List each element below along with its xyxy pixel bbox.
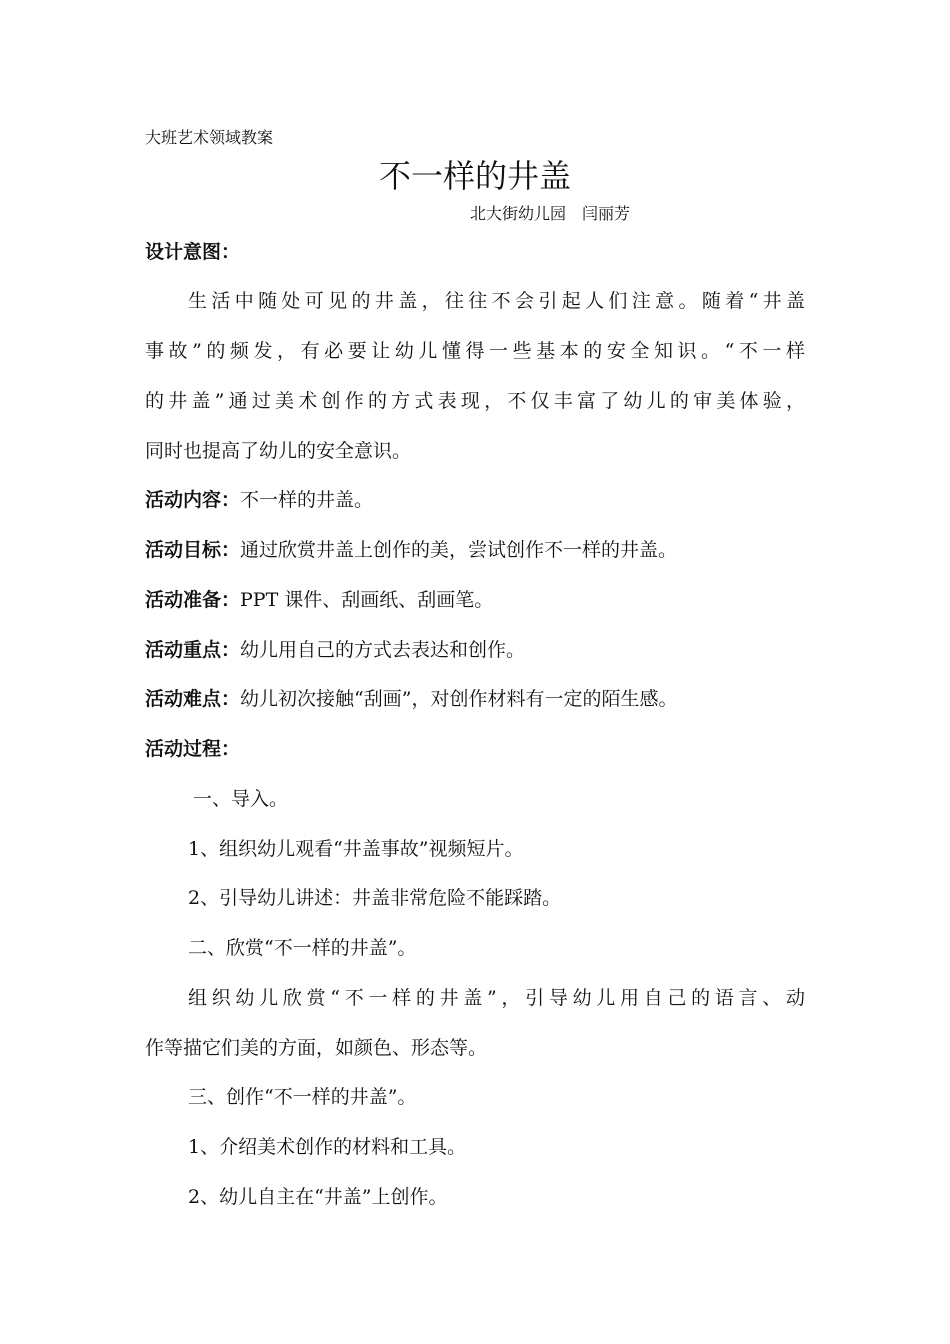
process-heading: 活动过程：: [145, 738, 241, 760]
design-para-line: 生活中随处可见的井盖，往往不会引起人们注意。随着“井盖: [188, 290, 805, 312]
section-para-line: 作等描它们美的方面，如颜色、形态等。: [145, 1037, 488, 1059]
field-value: 不一样的井盖。: [240, 489, 374, 511]
field-label: 活动内容：: [145, 489, 241, 511]
section-para-line: 组织幼儿欣赏“不一样的井盖”，引导幼儿用自己的语言、动: [188, 987, 805, 1009]
field-difficulty: [145, 685, 677, 713]
field-label: 活动难点：: [145, 688, 241, 710]
design-para-line: 的井盖”通过美术创作的方式表现，不仅丰富了幼儿的审美体验，: [145, 390, 805, 412]
field-value: PPT 课件、刮画纸、刮画笔。: [240, 589, 494, 611]
section-heading: 三、创作“不一样的井盖”。: [188, 1086, 417, 1108]
document-author: 北大街幼儿园 闫丽芳: [470, 204, 631, 223]
field-preparation: [145, 586, 493, 614]
design-para-line: 事故”的频发，有必要让幼儿懂得一些基本的安全知识。“不一样: [145, 340, 805, 362]
design-heading: 设计意图：: [145, 241, 241, 263]
step-item: 1、介绍美术创作的材料和工具。: [188, 1136, 467, 1158]
field-value: 通过欣赏井盖上创作的美，尝试创作不一样的井盖。: [240, 539, 678, 561]
step-item: 2、幼儿自主在“井盖”上创作。: [188, 1186, 448, 1208]
document-title: 不一样的井盖: [378, 157, 571, 195]
section-heading: 一、导入。: [193, 788, 289, 810]
field-label: 活动重点：: [145, 639, 241, 661]
step-item: 2、引导幼儿讲述：井盖非常危险不能踩踏。: [188, 887, 562, 909]
design-para-line: 同时也提高了幼儿的安全意识。: [145, 440, 412, 462]
field-value: 幼儿用自己的方式去表达和创作。: [240, 639, 526, 661]
section-heading: 二、欣赏“不一样的井盖”。: [188, 937, 417, 959]
field-goal: [145, 536, 677, 564]
field-key-point: [145, 636, 525, 664]
step-item: 1、组织幼儿观看“井盖事故”视频短片。: [188, 838, 524, 860]
field-content: [145, 486, 373, 514]
field-label: 活动目标：: [145, 539, 241, 561]
document-category: 大班艺术领域教案: [145, 128, 274, 147]
field-value: 幼儿初次接触“刮画”，对创作材料有一定的陌生感。: [240, 688, 678, 710]
field-label: 活动准备：: [145, 589, 241, 611]
